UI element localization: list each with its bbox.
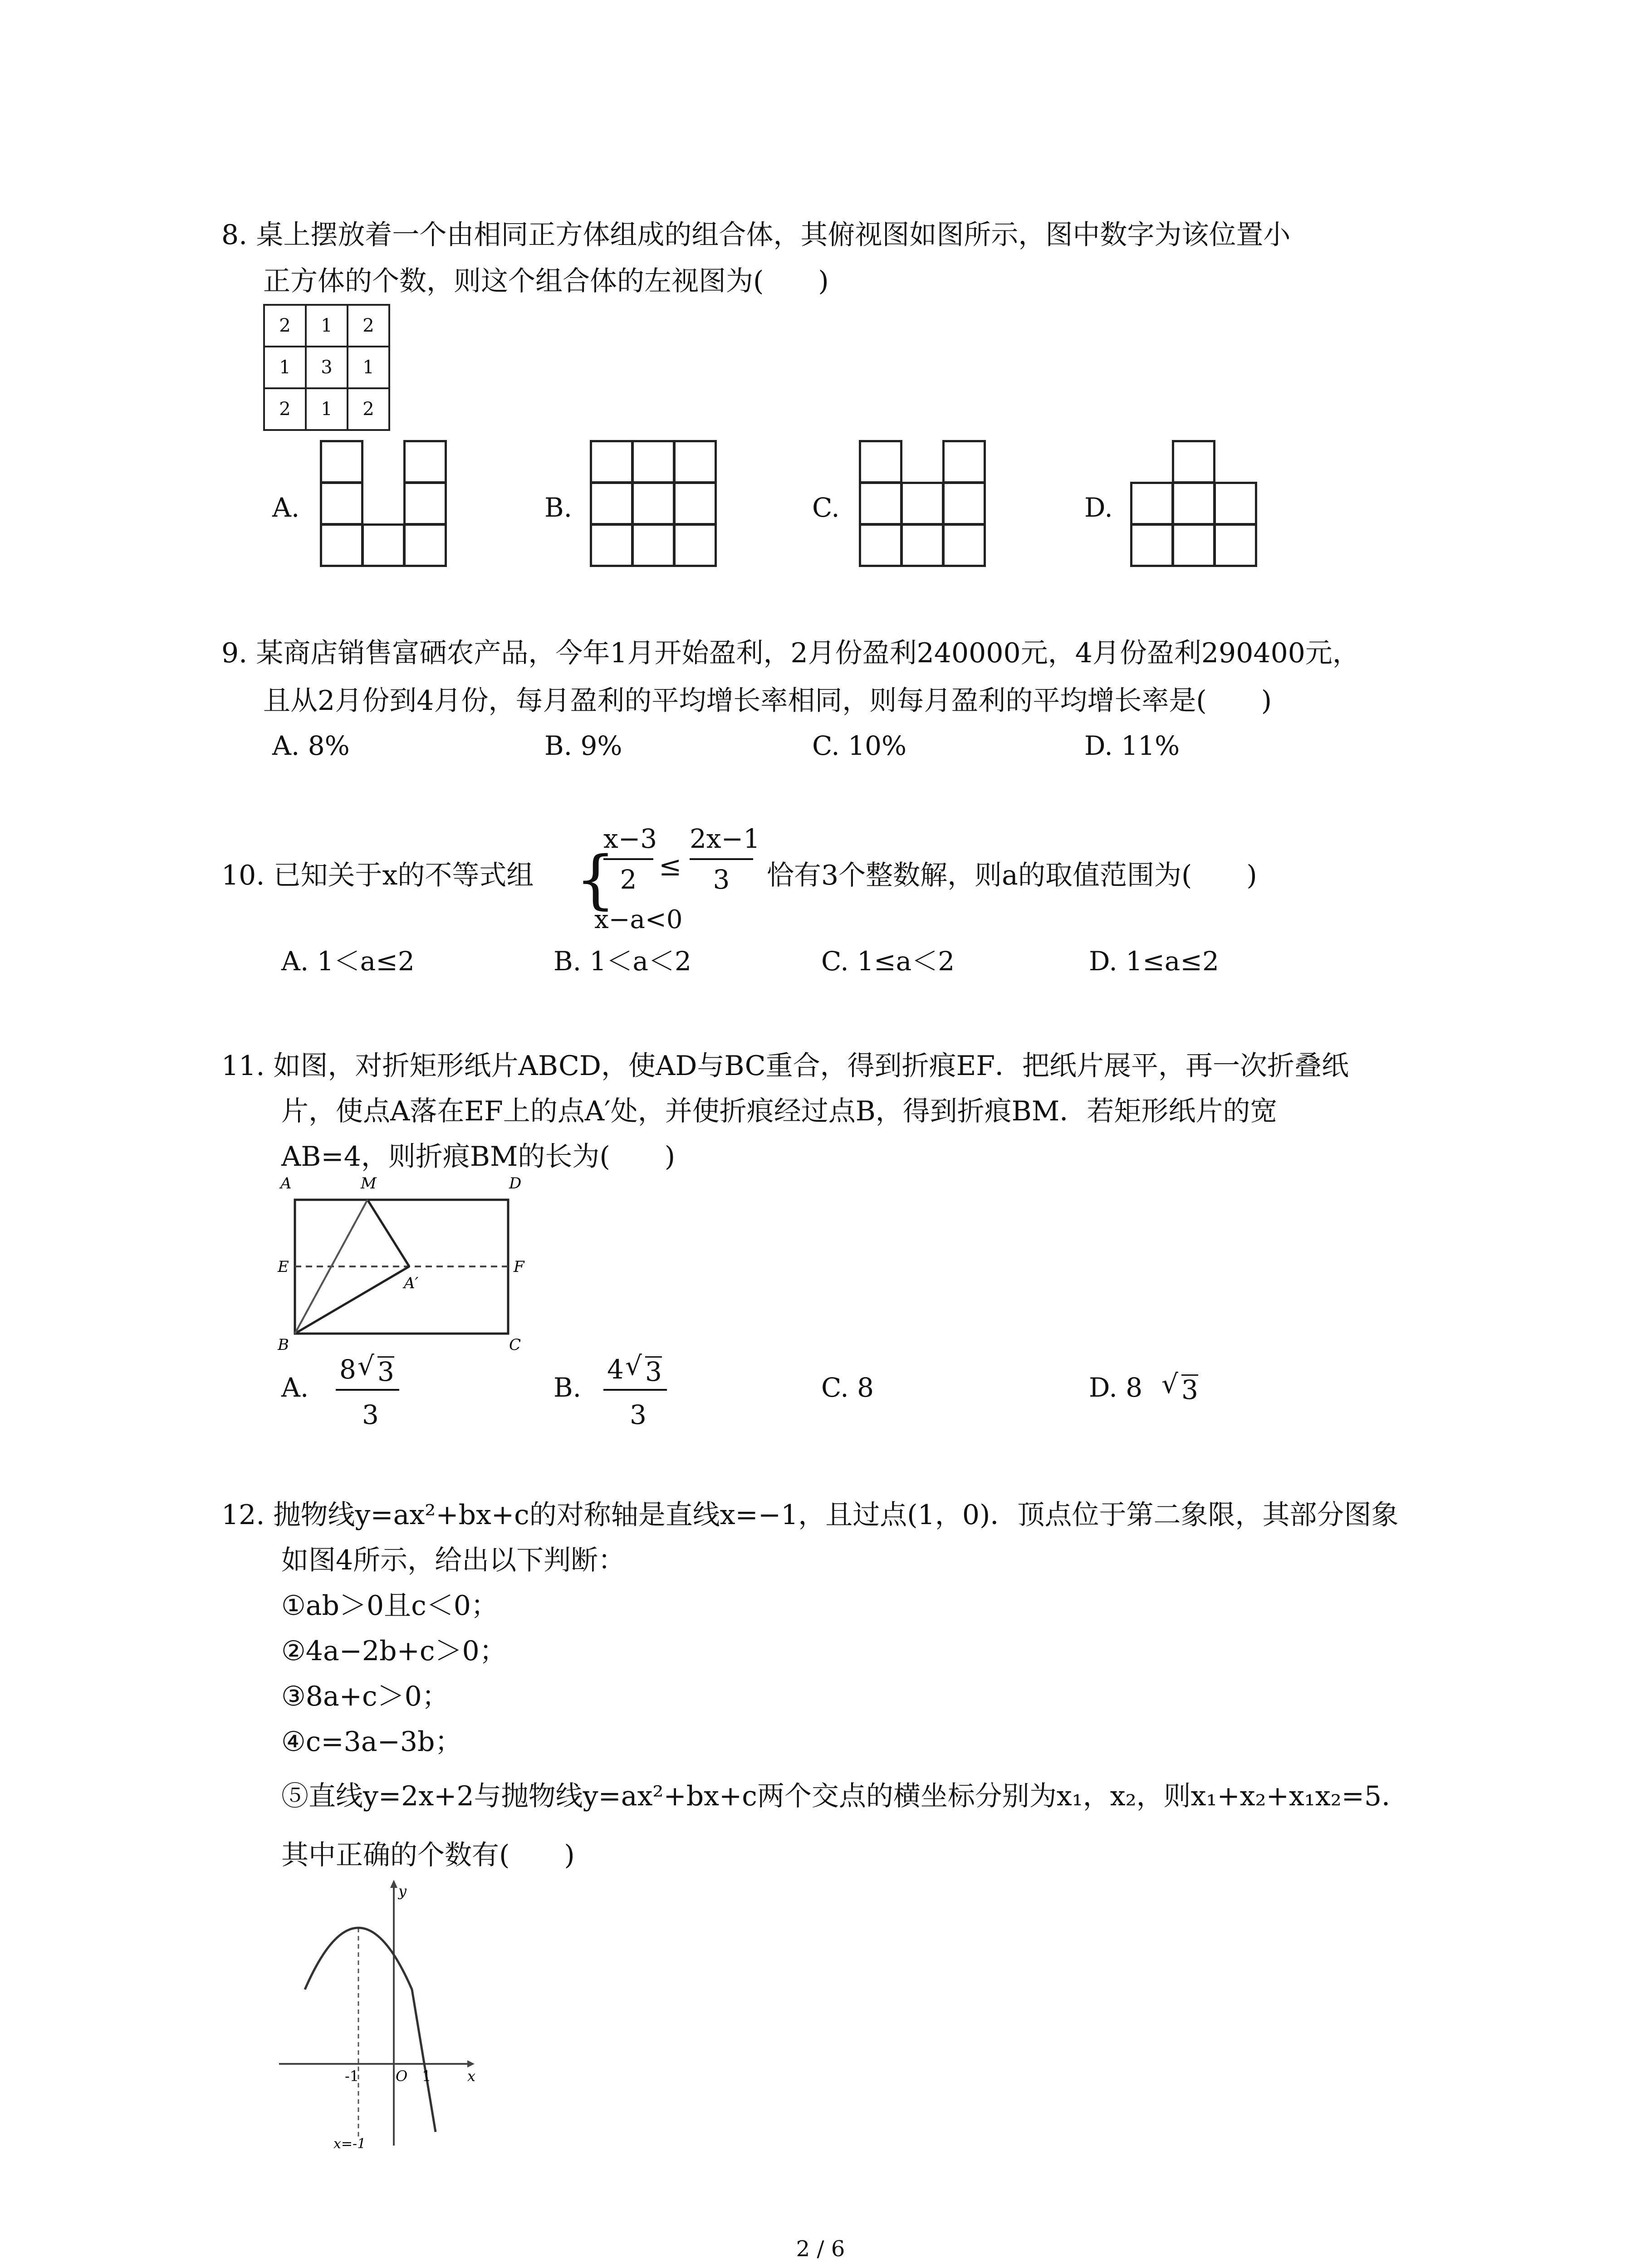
q11-label-e: E xyxy=(278,1258,289,1276)
q11-option-b-num: 4 xyxy=(607,1354,624,1385)
q8-line2: 正方体的个数，则这个组合体的左视图为( ) xyxy=(263,265,829,297)
q11-option-d-label: D. 8 xyxy=(1089,1372,1143,1403)
grid-cell: 1 xyxy=(305,387,348,431)
q8-line1: 8. 桌上摆放着一个由相同正方体组成的组合体，其俯视图如图所示，图中数字为该位置小 xyxy=(221,219,1291,251)
q11-option-b-sqrt: √ xyxy=(625,1350,642,1381)
q11-label-m: M xyxy=(361,1175,377,1193)
q12-parabola-graph xyxy=(272,1873,490,2155)
grid-cell: 2 xyxy=(263,387,307,431)
q10-option-a: A. 1＜a≤2 xyxy=(281,946,415,977)
q11-option-c: C. 8 xyxy=(821,1372,874,1403)
q10-prefix: 10. 已知关于x的不等式组 xyxy=(221,860,534,891)
grid-cell: 1 xyxy=(305,304,348,347)
q9-option-b: B. 9% xyxy=(544,730,622,761)
q11-label-d: D xyxy=(509,1175,522,1193)
grid-cell: 2 xyxy=(347,304,390,347)
q11-label-a-prime: A′ xyxy=(404,1274,419,1292)
q11-option-a-label: A. xyxy=(281,1372,309,1403)
q11-line1: 11. 如图，对折矩形纸片ABCD，使AD与BC重合，得到折痕EF．把纸片展平，再一次折叠纸 xyxy=(221,1050,1349,1082)
q11-label-f: F xyxy=(514,1258,524,1276)
q11-line2: 片，使点A落在EF上的点A′处，并使折痕经过点B，得到折痕BM．若矩形纸片的宽 xyxy=(281,1095,1278,1127)
q11-option-b-radicand: 3 xyxy=(645,1356,662,1387)
q9-option-c: C. 10% xyxy=(812,730,907,761)
q9-line2: 且从2月份到4月份，每月盈利的平均增长率相同，则每月盈利的平均增长率是( ) xyxy=(263,685,1272,717)
q12-label-y: y xyxy=(398,1882,407,1900)
q9-option-d: D. 11% xyxy=(1084,730,1180,761)
q10-fraction-1-denominator: 2 xyxy=(620,864,637,895)
q11-option-a-num: 8 xyxy=(339,1354,356,1385)
q8-option-b-label: B. xyxy=(544,492,573,523)
grid-cell: 2 xyxy=(263,304,307,347)
q12-judgment-2: ②4a−2b+c＞0； xyxy=(281,1635,507,1667)
q10-fraction-2 xyxy=(690,823,760,895)
q12-line1: 12. 抛物线y=ax²+bx+c的对称轴是直线x=−1，且过点(1，0)．顶点位于第二象限，其部分图象 xyxy=(221,1499,1399,1531)
grid-cell: 2 xyxy=(347,387,390,431)
q10-fraction-1-numerator: x−3 xyxy=(603,823,657,854)
q10-inequality-2: x−a<0 xyxy=(594,905,683,934)
q12-line2: 如图4所示，给出以下判断： xyxy=(281,1545,626,1576)
q11-option-b-den: 3 xyxy=(630,1399,647,1430)
q12-label-one: 1 xyxy=(422,2068,431,2085)
q12-label-neg1: -1 xyxy=(345,2068,359,2085)
q8-option-c-label: C. xyxy=(812,492,840,523)
grid-cell: 3 xyxy=(305,346,348,389)
q10-suffix: 恰有3个整数解，则a的取值范围为( ) xyxy=(767,860,1257,891)
q12-judgment-3: ③8a+c＞0； xyxy=(281,1681,449,1712)
q8-option-a-label: A. xyxy=(272,492,300,523)
q11-option-d-radicand: 3 xyxy=(1181,1374,1198,1405)
q9-line1: 9. 某商店销售富硒农产品，今年1月开始盈利，2月份盈利240000元，4月份盈利290400元， xyxy=(221,637,1360,669)
q10-option-c: C. 1≤a＜2 xyxy=(821,946,955,977)
q12-judgment-4: ④c=3a−3b； xyxy=(281,1726,462,1758)
q11-label-c: C xyxy=(509,1336,521,1354)
q12-label-x: x xyxy=(467,2068,476,2085)
q11-option-a-den: 3 xyxy=(362,1399,379,1430)
q11-option-a-radicand: 3 xyxy=(377,1356,394,1387)
q8-option-d-label: D. xyxy=(1084,492,1113,523)
q12-label-axis: x=-1 xyxy=(333,2136,366,2152)
grid-cell: 1 xyxy=(263,346,307,389)
q10-brace: { xyxy=(575,843,616,917)
q11-line3: AB=4，则折痕BM的长为( ) xyxy=(281,1141,676,1173)
q12-judgment-1: ①ab＞0且c＜0； xyxy=(281,1590,498,1622)
q10-option-b: B. 1＜a＜2 xyxy=(554,946,691,977)
q10-fraction-2-denominator: 3 xyxy=(713,864,730,895)
grid-cell: 1 xyxy=(347,346,390,389)
q11-label-a: A xyxy=(280,1175,292,1193)
q10-fraction-1 xyxy=(603,823,657,895)
q11-label-b: B xyxy=(278,1336,289,1354)
q9-option-a: A. 8% xyxy=(272,730,350,761)
q12-question: 其中正确的个数有( ) xyxy=(281,1839,575,1871)
q12-label-origin: O xyxy=(396,2068,408,2085)
q11-option-a-sqrt: √ xyxy=(358,1350,374,1381)
page-number: 2 / 6 xyxy=(796,2236,845,2262)
q11-rectangle-figure xyxy=(268,1175,558,1356)
q10-option-d: D. 1≤a≤2 xyxy=(1089,946,1219,977)
q11-option-b-label: B. xyxy=(554,1372,582,1403)
q12-judgment-5: ⑤直线y=2x+2与抛物线y=ax²+bx+c两个交点的横坐标分别为x₁，x₂，则x₁+x₂+x₁x₂=5． xyxy=(281,1780,1409,1812)
q10-leq: ≤ xyxy=(659,850,682,882)
q10-fraction-2-numerator: 2x−1 xyxy=(690,823,760,854)
q11-option-d-sqrt: √ xyxy=(1161,1369,1178,1399)
